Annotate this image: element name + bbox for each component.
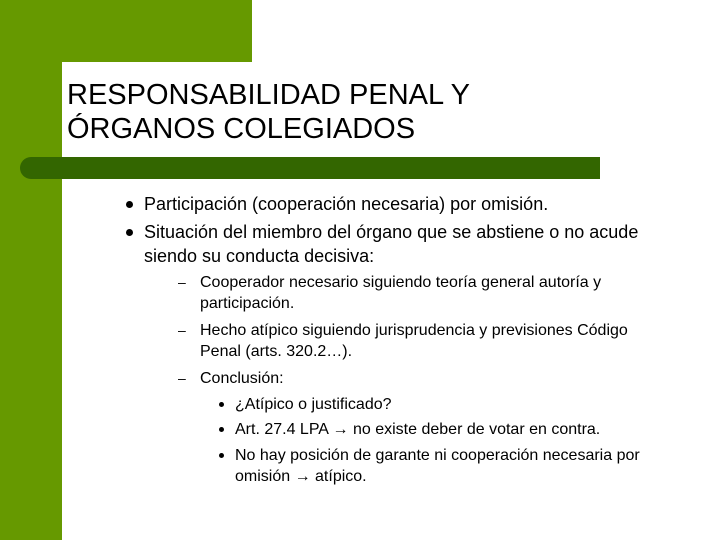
bullet-text: Participación (cooperación necesaria) por omisión. bbox=[144, 194, 549, 214]
small-dot-icon bbox=[219, 453, 224, 458]
sub-bullet-text: Conclusión: bbox=[200, 370, 284, 387]
sub-bullet-item bbox=[178, 320, 670, 362]
sub-sub-bullet-text: Art. 27.4 LPA → no existe deber de votar en contra. bbox=[235, 421, 601, 438]
sub-sub-bullet-item bbox=[235, 394, 675, 415]
sub-bullet-item bbox=[178, 368, 670, 389]
bullet-item bbox=[144, 220, 664, 268]
bullet-item bbox=[144, 192, 664, 216]
sub-sub-bullet-text: ¿Atípico o justificado? bbox=[235, 396, 392, 413]
sub-sub-bullet-text: No hay posición de garante ni cooperación necesaria por omisión → atípico. bbox=[235, 447, 640, 485]
slide-title: RESPONSABILIDAD PENAL Y ÓRGANOS COLEGIADOS bbox=[67, 79, 470, 145]
sub-bullet-text: Cooperador necesario siguiendo teoría general autoría y participación. bbox=[200, 274, 602, 312]
small-dot-icon bbox=[219, 402, 224, 407]
sub-sub-bullet-item bbox=[235, 445, 675, 487]
sub-sub-bullet-item bbox=[235, 419, 675, 440]
small-dot-icon bbox=[219, 427, 224, 432]
dash-bullet-icon: – bbox=[178, 322, 186, 338]
bullet-dot-icon bbox=[126, 201, 133, 208]
dash-bullet-icon: – bbox=[178, 274, 186, 290]
bullet-text: Situación del miembro del órgano que se abstiene o no acude siendo su conducta decisiva: bbox=[144, 222, 639, 266]
bullet-dot-icon bbox=[126, 229, 133, 236]
sub-bullet-item bbox=[178, 272, 670, 314]
sub-bullet-text: Hecho atípico siguiendo jurisprudencia y previsiones Código Penal (arts. 320.2…). bbox=[200, 322, 628, 360]
dash-bullet-icon: – bbox=[178, 370, 186, 386]
